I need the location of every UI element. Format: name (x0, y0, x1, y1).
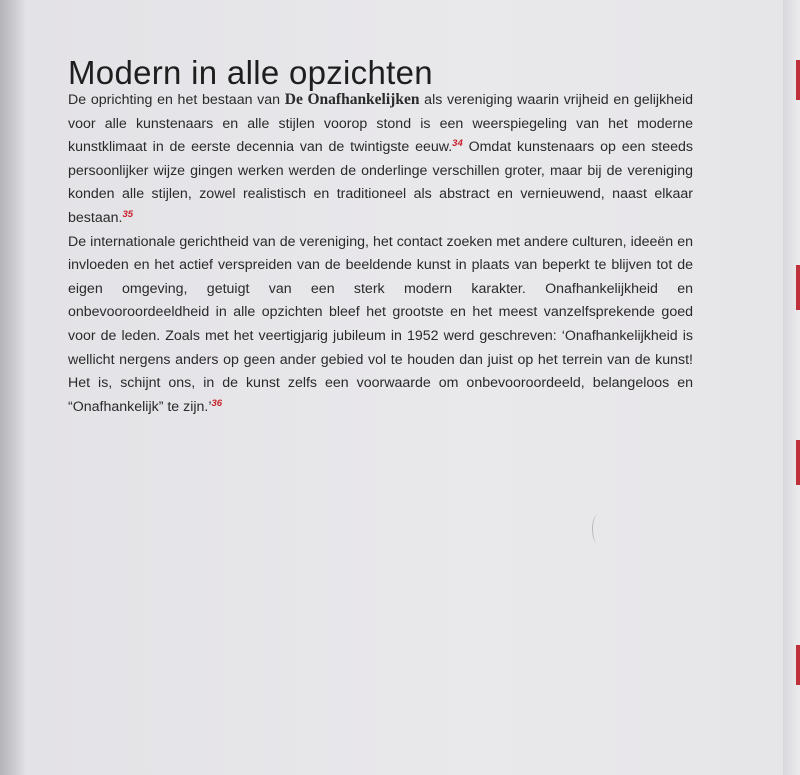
article-body (68, 88, 693, 419)
paper-mark (592, 515, 603, 543)
spine-shadow (0, 0, 16, 775)
association-name: De Onafhankelijken (284, 91, 420, 108)
paragraph-text: De oprichting en het bestaan van (68, 92, 285, 108)
page-edge (783, 0, 800, 775)
paragraph-1 (68, 88, 693, 231)
red-tab (796, 440, 800, 485)
paragraph-text: Omdat kunstenaars op een steeds persoonlijker wijze gingen werken werden de onderlinge verschillen groter, maar bij de vereniging konden alle stijlen, zowel realistisch en traditioneel als abstract en vernieuwend, naast elkaar bestaan. (68, 139, 693, 226)
paragraph-text: als vereniging waarin vrijheid en gelijkheid voor alle kunstenaars en alle stijlen voorop stond is een weerspiegeling van het moderne kunstklimaat in de eerste decennia van de twintigste eeuw. (68, 92, 693, 156)
red-tab (796, 60, 800, 100)
paragraph-text: De internationale gerichtheid van de vereniging, het contact zoeken met andere culturen, ideeën en invloeden en het actief verspreiden van de beeldende kunst in plaats van beperkt te blijven tot de eigen omgeving, getuigt van een sterk modern karakter. Onafhankelijkheid en onbevooroordeeldheid in alle opzichten bleef het grootste en het meest vanzelfsprekende goed voor de leden. Zoals met het veertigjarig jubileum in 1952 werd geschreven: ‘Onafhankelijkheid is wellicht nergens anders op geen ander gebied vol te houden dan juist op het terrein van de kunst! Het is, schijnt ons, in de kunst zelfs een voorwaarde om onbevooroordeeld, belangeloos en “Onafhankelijk” te zijn.’ (68, 233, 693, 415)
page-title: Modern in alle opzichten (68, 54, 433, 91)
paragraph-2 (68, 231, 693, 420)
footnote-ref: 36 (211, 397, 223, 409)
footnote-ref: 35 (122, 208, 134, 220)
red-tab (796, 265, 800, 310)
footnote-ref: 34 (452, 138, 463, 150)
red-tab (796, 645, 800, 685)
